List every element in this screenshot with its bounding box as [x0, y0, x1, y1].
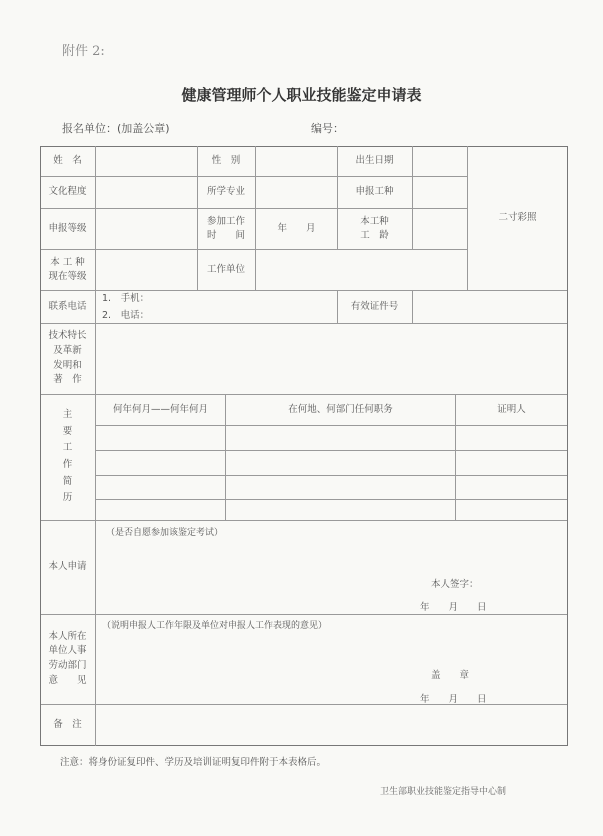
table-border-right [567, 146, 568, 746]
remarks-field[interactable] [96, 704, 567, 745]
apply-level-field[interactable] [96, 208, 197, 249]
work-history-char: 历 [62, 492, 73, 504]
skills-label-line4: 著 作 [53, 374, 82, 386]
apply-level-label: 申报等级 [48, 222, 87, 234]
work-unit-field[interactable] [256, 249, 467, 290]
hr-opinion-note: （说明申报人工作年限及单位对申报人工作表现的意见） [102, 621, 328, 631]
row-line [40, 614, 568, 615]
hr-opinion-label-line3: 劳动部门 [48, 660, 87, 671]
work-history-label [40, 394, 95, 520]
issuer-label: 卫生部职业技能鉴定指导中心制 [380, 787, 507, 797]
hr-opinion-label-line2: 单位人事 [48, 645, 87, 657]
work-start-label-line2: 时 间 [206, 229, 245, 241]
gender-field[interactable] [256, 146, 337, 176]
apply-trade-label: 申报工种 [355, 186, 394, 198]
mobile-label: 1. 手机： [102, 293, 150, 304]
trade-age-label-line2: 工 龄 [360, 229, 389, 241]
major-label: 所学专业 [206, 186, 245, 198]
skills-field[interactable] [96, 323, 567, 394]
current-level-label [40, 249, 95, 290]
row-line [40, 520, 568, 521]
education-label: 文化程度 [48, 186, 87, 198]
place-header: 在何地、何部门任何职务 [288, 403, 393, 415]
history-row-4-period[interactable] [96, 500, 225, 520]
table-border-bottom [40, 745, 568, 746]
skills-label-line2: 及革新 [53, 344, 82, 356]
trade-age-label [337, 208, 412, 249]
work-unit-label: 工作单位 [206, 263, 245, 275]
work-start-label-line1: 参加工作 [206, 215, 245, 227]
self-apply-note: （是否自愿参加该鉴定考试） [106, 528, 224, 538]
work-history-char: 工 [62, 442, 73, 454]
name-field[interactable] [96, 146, 197, 176]
valid-id-label: 有效证件号 [350, 300, 399, 312]
apply-trade-field[interactable] [413, 176, 467, 208]
hr-date-label: 年 月 日 [420, 694, 487, 705]
birth-date-label: 出生日期 [355, 155, 394, 167]
remarks-label: 备 注 [53, 718, 82, 730]
period-header: 何年何月——何年何月 [112, 403, 208, 415]
attachment-note: 注意：将身份证复印件、学历及培训证明复印件附于本表格后。 [60, 757, 327, 768]
work-start-field[interactable]: 年 月 [277, 222, 316, 234]
skills-label-line3: 发明和 [53, 359, 82, 371]
work-history-char: 主 [62, 409, 73, 421]
work-start-label [197, 208, 255, 249]
trade-age-label-line1: 本工种 [360, 215, 389, 227]
current-level-label-line2: 现在等级 [48, 270, 87, 282]
self-apply-label: 本人申请 [48, 561, 87, 573]
work-history-char: 作 [62, 459, 73, 470]
phone-field[interactable] [102, 290, 337, 323]
trade-age-field[interactable] [413, 208, 467, 249]
seal-label: 盖 章 [431, 670, 470, 681]
skills-label [40, 323, 95, 394]
history-row-1-period[interactable] [96, 426, 225, 450]
hr-opinion-label [40, 614, 95, 704]
self-signature-label: 本人签字： [431, 579, 479, 590]
hr-opinion-label-line4: 意 见 [48, 674, 87, 686]
attachment-label: 附件 2: [62, 44, 105, 59]
major-field[interactable] [256, 176, 337, 208]
telephone-label: 2. 电话： [102, 310, 150, 322]
education-field[interactable] [96, 176, 197, 208]
witness-header: 证明人 [497, 403, 526, 415]
photo-box[interactable]: 二寸彩照 [498, 212, 537, 224]
skills-label-line1: 技术特长 [48, 330, 87, 342]
history-row-2-period[interactable] [96, 451, 225, 475]
birth-date-field[interactable] [413, 146, 467, 176]
hr-opinion-label-line1: 本人所在 [48, 630, 87, 642]
gender-label: 性 别 [211, 155, 241, 167]
work-history-char: 要 [62, 425, 73, 437]
phone-label: 联系电话 [48, 300, 87, 312]
serial-number-label: 编号： [311, 122, 344, 135]
current-level-field[interactable] [96, 249, 197, 290]
name-label: 姓 名 [53, 155, 82, 167]
registration-unit-label: 报名单位：(加盖公章) [62, 122, 170, 135]
history-row-3-period[interactable] [96, 476, 225, 499]
current-level-label-line1: 本 工 种 [50, 256, 85, 268]
application-table [40, 146, 568, 746]
work-history-char: 简 [62, 475, 73, 487]
form-title: 健康管理师个人职业技能鉴定申请表 [181, 86, 422, 104]
valid-id-field[interactable] [413, 290, 567, 323]
self-date-label: 年 月 日 [420, 602, 487, 613]
